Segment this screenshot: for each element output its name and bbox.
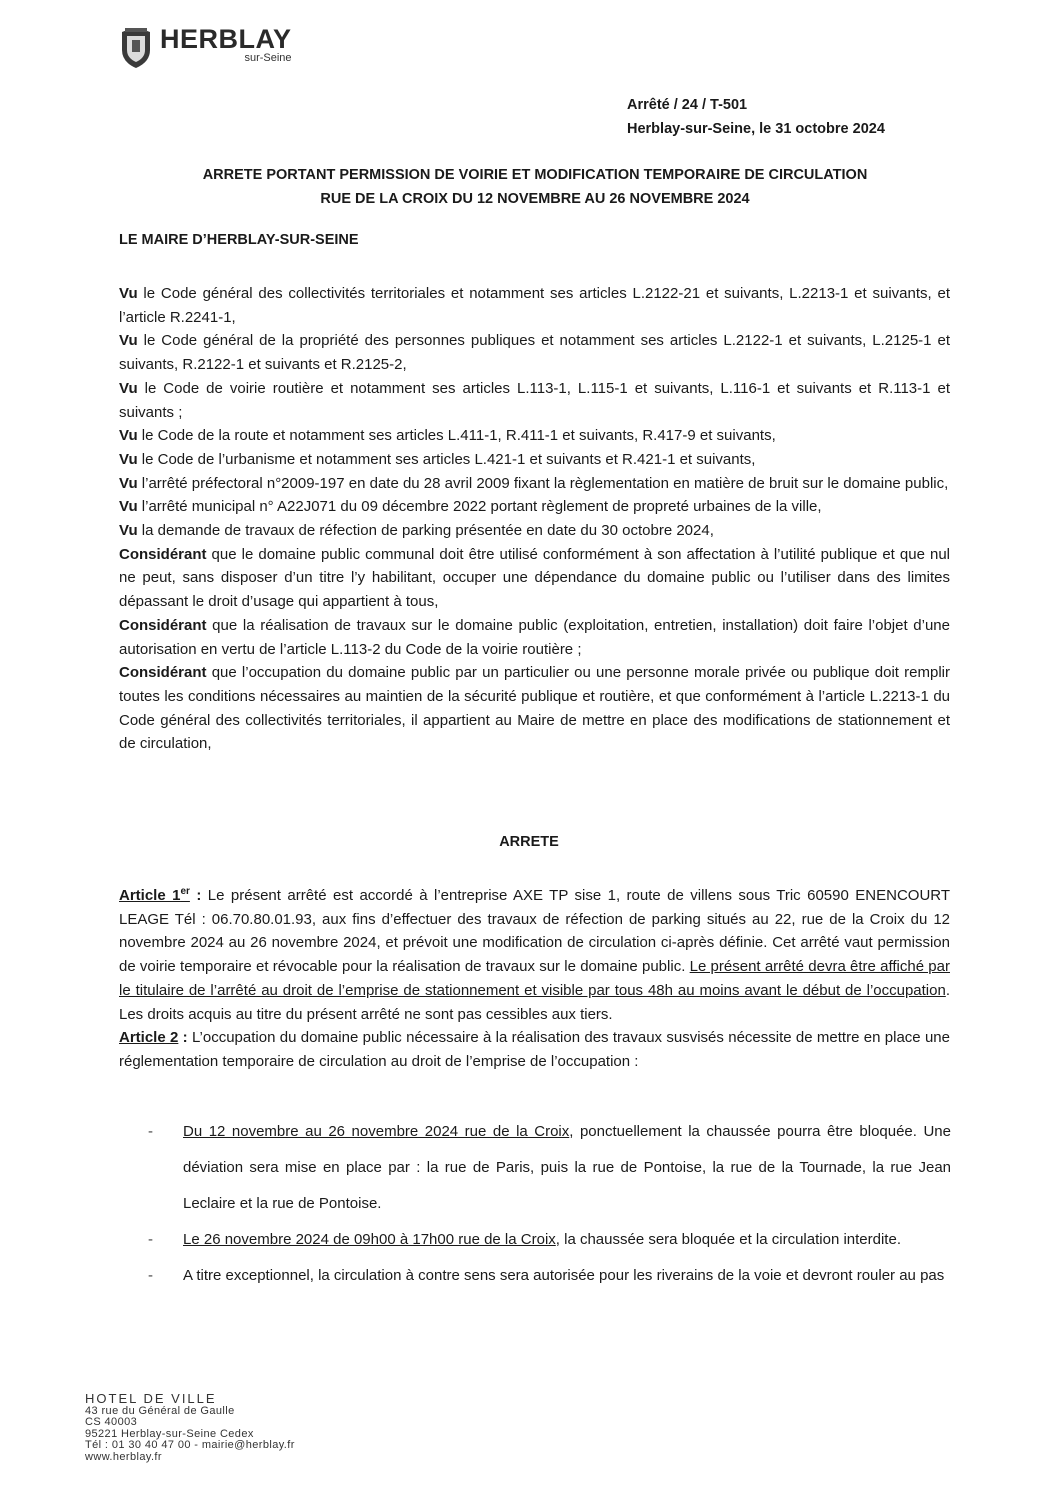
list-item: - A titre exceptionnel, la circulation à contre sens sera autorisée pour les riverains de la voie et devront rouler au pas (148, 1267, 945, 1284)
article-2: Article 2 : L’occupation du domaine public nécessaire à la réalisation des travaux susvisés nécessite de mettre en place une réglementation temporaire de circulation au droit de l’emprise de l’occupation : (119, 1029, 950, 1070)
decree-place-date: Herblay-sur-Seine, le 31 octobre 2024 (627, 121, 885, 137)
footer-postbox: CS 40003 (85, 1416, 138, 1428)
footer-contact: Tél : 01 30 40 47 00 - mairie@herblay.fr (85, 1439, 295, 1451)
considerations-section (119, 282, 950, 756)
article-2-label: Article 2 (119, 1029, 179, 1047)
city-hall-address (85, 1393, 295, 1463)
coat-of-arms-icon (118, 26, 154, 70)
consideration-item: Vu le Code de l’urbanisme et notamment ses articles L.421-1 et suivants et R.421-1 et suivants, (119, 450, 756, 468)
list-item: - Du 12 novembre au 26 novembre 2024 rue de la Croix, ponctuellement la chaussée pourra être bloquée. Une déviation sera mise en place par : la rue de Paris, puis la rue de Pontoise, la rue de la Tournade, la rue Jean Leclaire et la rue de Pontoise. (148, 1123, 951, 1212)
articles-section (119, 880, 950, 1074)
consideration-item: Vu l’arrêté préfectoral n°2009-197 en date du 28 avril 2009 fixant la règlementation en matière de bruit sur le domaine public, (119, 474, 949, 492)
arrete-heading: ARRETE (499, 834, 559, 850)
logo-name: HERBLAY (160, 24, 292, 54)
footer-street: 43 rue du Général de Gaulle (85, 1404, 235, 1417)
decree-number: Arrêté / 24 / T-501 (627, 97, 748, 113)
consideration-item: Vu la demande de travaux de réfection de parking présentée en date du 30 octobre 2024, (119, 522, 714, 540)
consideration-item: Considérant que l’occupation du domaine public par un particulier ou une personne morale privée ou publique doit remplir toutes les conditions nécessaires au maintien de la sécurité publique et routière, et que conformément à l’article L.2213-1 du Code général des collectivités territoriales, il appartient au Maire de mettre en place des modifications de stationnement et de circulation, (119, 664, 950, 753)
consideration-item: Vu le Code de la route et notamment ses articles L.411-1, R.411-1 et suivants, R.417-9 et suivants, (119, 427, 776, 445)
consideration-item: Vu le Code général des collectivités territoriales et notamment ses articles L.2122-21 et suivants, L.2213-1 et suivants, et l’article R.2241-1, (119, 285, 950, 326)
mayor-heading: LE MAIRE D’HERBLAY-SUR-SEINE (119, 232, 359, 248)
city-logo (118, 24, 292, 70)
consideration-item: Considérant que la réalisation de travaux sur le domaine public (exploitation, entretien, installation) doit faire l’objet d’une autorisation en vertu de l’article L.113-2 du Code de la voirie routière ; (119, 616, 950, 658)
consideration-item: Vu le Code général de la propriété des personnes publiques et notamment ses articles L.2122-1 et suivants, L.2125-1 et suivants, R.2122-1 et suivants et R.2125-2, (119, 332, 950, 374)
footer-city: 95221 Herblay-sur-Seine Cedex (85, 1427, 254, 1440)
article-1: Article 1er : Le présent arrêté est accordé à l’entreprise AXE TP sise 1, route de villens sous Tric 60590 ENENCOURT LEAGE Tél : 06.70.80.01.93, aux fins d’effectuer des travaux de réfection de parking situés au 22, rue de la Croix du 12 novembre 2024 au 26 novembre 2024, et prévoit une modification de circulation ci-après définie. Cet arrêté vaut permission de voirie temporaire et révocable pour la réalisation de travaux sur le domaine public. Le présent arrêté devra être affiché par le titulaire de l’arrêté au droit de l’emprise de stationnement et visible par tous 48h au moins avant le début de l’occupation. Les droits acquis au titre du présent arrêté ne sont pas cessibles aux tiers. (119, 886, 950, 1023)
decree-reference (627, 93, 885, 141)
list-item: - Le 26 novembre 2024 de 09h00 à 17h00 rue de la Croix, la chaussée sera bloquée et la circulation interdite. (148, 1231, 901, 1248)
traffic-measures-list (148, 1114, 951, 1294)
decree-title (100, 163, 970, 211)
footer-title: HOTEL DE VILLE (85, 1391, 217, 1406)
consideration-item: Considérant que le domaine public communal doit être utilisé conformément à son affectation à l’utilité publique et que nul ne peut, sans disposer d’un titre l’y habilitant, occuper une dépendance du domaine public ou l’utiliser dans des limites dépassant le droit d’usage qui appartient à tous, (119, 545, 950, 611)
title-line-1: ARRETE PORTANT PERMISSION DE VOIRIE ET MODIFICATION TEMPORAIRE DE CIRCULATION (202, 167, 868, 183)
consideration-item: Vu l’arrêté municipal n° A22J071 du 09 décembre 2022 portant règlement de propreté urbaines de la ville, (119, 498, 822, 516)
title-line-2: RUE DE LA CROIX DU 12 NOVEMBRE AU 26 NOVEMBRE 2024 (320, 191, 750, 207)
article-1-label: Article 1er (119, 886, 190, 904)
footer-website: www.herblay.fr (85, 1450, 162, 1463)
consideration-item: Vu le Code de voirie routière et notamment ses articles L.113-1, L.115-1 et suivants, L.116-1 et suivants et R.113-1 et suivants ; (119, 379, 950, 421)
logo-subtitle: sur-Seine (244, 52, 292, 64)
